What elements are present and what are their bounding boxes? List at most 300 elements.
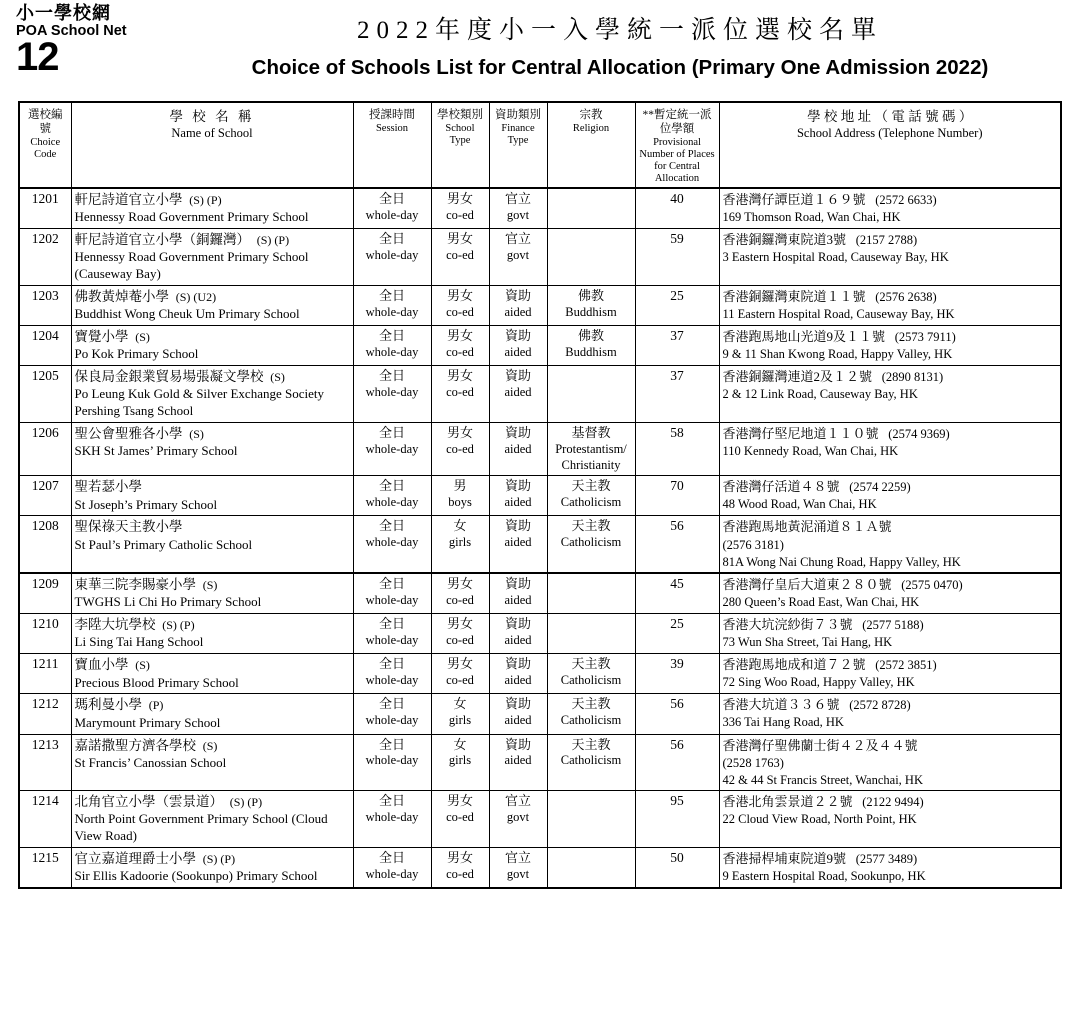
cell-finance-type-en: aided [504, 753, 532, 768]
cell-session [353, 285, 431, 325]
school-name-english: St Paul’s Primary Catholic School [74, 536, 253, 552]
telephone-number: (2576 2638) [875, 289, 937, 304]
cell-finance-type-cn: 資助 [504, 368, 531, 384]
address-english: 73 Wun Sha Street, Tai Hang, HK [722, 635, 893, 650]
address-chinese: 香港掃桿埔東院道9號 [722, 851, 847, 867]
col-header-finance-type-en: Finance Type [501, 122, 535, 146]
address-chinese: 香港跑馬地黃泥涌道８１Ａ號 [722, 519, 892, 535]
col-header-places [635, 102, 719, 188]
cell-choice-code: 1209 [19, 573, 71, 614]
cell-finance-type-cn: 官立 [504, 850, 531, 866]
cell-places: 39 [635, 654, 719, 694]
table-row[interactable] [19, 188, 1061, 229]
cell-school-type [431, 476, 489, 516]
cell-school-name [71, 326, 353, 366]
cell-address [719, 228, 1061, 285]
school-name-suffix: (S) [202, 578, 218, 593]
cell-school-name [71, 791, 353, 848]
cell-school-type [431, 614, 489, 654]
school-name-suffix: (S) [135, 330, 150, 345]
cell-choice-code: 1214 [19, 791, 71, 848]
cell-places: 56 [635, 516, 719, 573]
cell-religion-cn: 天主教 [571, 736, 611, 752]
cell-session [353, 734, 431, 791]
cell-session-cn: 全日 [378, 478, 405, 494]
cell-session [353, 188, 431, 229]
table-row[interactable] [19, 516, 1061, 573]
cell-school-type-en: girls [448, 535, 472, 550]
cell-finance-type-en: aided [504, 344, 532, 359]
cell-school-type-en: co-ed [446, 247, 474, 262]
cell-finance-type-en: aided [504, 592, 532, 607]
col-header-session [353, 102, 431, 188]
cell-school-type [431, 188, 489, 229]
col-header-choice-code [19, 102, 71, 188]
cell-religion [547, 791, 635, 848]
cell-school-type-cn: 男女 [446, 328, 473, 344]
cell-school-type-en: girls [448, 713, 472, 728]
cell-religion-cn: 佛教 [577, 328, 604, 344]
school-name-chinese: 聖保祿天主教小學 [74, 519, 183, 535]
cell-finance-type-en: aided [504, 633, 532, 648]
table-row[interactable] [19, 848, 1061, 889]
school-name-suffix: (S) [202, 738, 218, 753]
cell-places: 59 [635, 228, 719, 285]
cell-finance-type [489, 188, 547, 229]
cell-session [353, 654, 431, 694]
col-header-address-en: School Address (Telephone Number) [796, 125, 983, 140]
cell-school-type-cn: 女 [453, 696, 467, 712]
cell-session [353, 694, 431, 734]
cell-school-type-cn: 男女 [446, 576, 473, 592]
cell-school-type-en: co-ed [446, 633, 474, 648]
school-net-number: 12 [16, 34, 59, 79]
cell-session [353, 573, 431, 614]
cell-address [719, 614, 1061, 654]
table-row[interactable] [19, 694, 1061, 734]
cell-finance-type [489, 423, 547, 476]
col-header-choice-code-cn: 選校編號 [28, 109, 63, 135]
telephone-number: (2574 2259) [849, 480, 911, 495]
school-name-suffix: (S) (P) [189, 192, 222, 207]
cell-session [353, 516, 431, 573]
cell-address [719, 516, 1061, 573]
address-chinese: 香港銅鑼灣東院道3號 [722, 231, 847, 247]
cell-choice-code: 1205 [19, 366, 71, 423]
cell-school-type-cn: 男女 [446, 850, 473, 866]
cell-school-name [71, 476, 353, 516]
address-chinese: 香港灣仔活道４８號 [722, 479, 840, 495]
school-name-english: Marymount Primary School [74, 714, 221, 730]
cell-choice-code: 1215 [19, 848, 71, 889]
cell-finance-type-en: aided [504, 673, 532, 688]
cell-religion [547, 614, 635, 654]
cell-places: 25 [635, 614, 719, 654]
col-header-choice-code-en: Choice Code [30, 136, 61, 160]
cell-session-cn: 全日 [378, 656, 405, 672]
school-name-chinese: 聖公會聖雅各小學 [74, 426, 183, 442]
cell-school-type [431, 734, 489, 791]
cell-session-cn: 全日 [378, 287, 405, 303]
col-header-school-type [431, 102, 489, 188]
cell-session-en: whole-day [365, 495, 419, 510]
school-name-chinese: 嘉諾撒聖方濟各學校 [74, 737, 196, 753]
cell-session-en: whole-day [365, 810, 419, 825]
cell-religion-en: Catholicism [560, 713, 622, 728]
cell-religion [547, 848, 635, 889]
cell-religion-en: Catholicism [560, 535, 622, 550]
cell-session [353, 848, 431, 889]
cell-school-type-en: co-ed [446, 673, 474, 688]
address-english: 3 Eastern Hospital Road, Causeway Bay, HK [722, 249, 949, 264]
cell-places: 45 [635, 573, 719, 614]
table-row[interactable] [19, 573, 1061, 614]
cell-school-type [431, 516, 489, 573]
cell-finance-type-en: aided [504, 495, 532, 510]
address-chinese: 香港跑馬地山光道9及１１號 [722, 329, 886, 345]
cell-religion [547, 516, 635, 573]
col-header-school-type-cn: 學校類別 [437, 109, 483, 121]
cell-finance-type [489, 366, 547, 423]
cell-address [719, 654, 1061, 694]
cell-session-en: whole-day [365, 867, 419, 882]
table-row[interactable] [19, 614, 1061, 654]
cell-school-type-cn: 男女 [446, 616, 473, 632]
cell-session-en: whole-day [365, 247, 419, 262]
school-name-english: SKH St James’ Primary School [74, 443, 238, 459]
address-english: 169 Thomson Road, Wan Chai, HK [722, 209, 901, 224]
cell-finance-type-cn: 資助 [504, 328, 531, 344]
address-chinese: 香港大坑浣紗街７３號 [722, 617, 853, 633]
cell-finance-type-cn: 資助 [504, 518, 531, 534]
cell-school-type-en: co-ed [446, 810, 474, 825]
cell-choice-code: 1206 [19, 423, 71, 476]
cell-finance-type-en: govt [506, 207, 530, 222]
address-english: 42 & 44 St Francis Street, Wanchai, HK [722, 772, 923, 787]
col-header-finance-type-cn: 資助類別 [495, 109, 541, 121]
table-row[interactable] [19, 366, 1061, 423]
cell-session-cn: 全日 [378, 736, 405, 752]
address-chinese: 香港灣仔皇后大道東２８０號 [722, 577, 892, 593]
cell-school-name [71, 516, 353, 573]
school-name-suffix: (S) (P) [202, 852, 236, 867]
cell-religion [547, 366, 635, 423]
cell-choice-code: 1213 [19, 734, 71, 791]
address-chinese: 香港灣仔堅尼地道１１０號 [722, 426, 879, 442]
cell-school-name [71, 423, 353, 476]
telephone-number: (2572 8728) [849, 698, 911, 713]
address-english: 81A Wong Nai Chung Road, Happy Valley, HK [722, 554, 961, 569]
telephone-number: (2576 3181) [722, 537, 784, 552]
cell-places: 56 [635, 734, 719, 791]
table-row[interactable] [19, 285, 1061, 325]
school-name-suffix: (P) [148, 698, 164, 713]
address-english: 48 Wood Road, Wan Chai, HK [722, 497, 877, 512]
cell-session-cn: 全日 [378, 616, 405, 632]
cell-religion-en: Protestantism/ Christianity [555, 442, 627, 472]
cell-session-en: whole-day [365, 713, 419, 728]
cell-session-en: whole-day [365, 673, 419, 688]
address-chinese: 香港銅鑼灣連道2及１２號 [722, 369, 873, 385]
cell-school-type-en: co-ed [446, 867, 474, 882]
cell-finance-type-cn: 官立 [504, 230, 531, 246]
cell-religion [547, 423, 635, 476]
col-header-religion [547, 102, 635, 188]
cell-choice-code: 1202 [19, 228, 71, 285]
cell-school-type-cn: 男女 [446, 368, 473, 384]
cell-finance-type [489, 228, 547, 285]
cell-finance-type [489, 285, 547, 325]
cell-session-en: whole-day [365, 535, 419, 550]
cell-places: 58 [635, 423, 719, 476]
telephone-number: (2577 5188) [862, 618, 924, 633]
cell-finance-type-cn: 資助 [504, 736, 531, 752]
cell-places: 25 [635, 285, 719, 325]
table-row[interactable] [19, 654, 1061, 694]
col-header-address [719, 102, 1061, 188]
cell-school-type-cn: 男女 [446, 793, 473, 809]
cell-school-type-cn: 男女 [446, 656, 473, 672]
cell-school-type-en: co-ed [446, 592, 474, 607]
cell-places: 50 [635, 848, 719, 889]
cell-finance-type-cn: 資助 [504, 287, 531, 303]
school-name-english: Sir Ellis Kadoorie (Sookunpo) Primary School [74, 868, 318, 884]
cell-school-name [71, 694, 353, 734]
cell-religion-cn: 基督教 [571, 425, 611, 441]
col-header-session-en: Session [375, 122, 409, 134]
cell-places: 37 [635, 326, 719, 366]
cell-places: 70 [635, 476, 719, 516]
cell-school-type [431, 654, 489, 694]
cell-school-type-en: co-ed [446, 344, 474, 359]
telephone-number: (2574 9369) [888, 427, 950, 442]
school-name-chinese: 北角官立小學（雲景道） [74, 794, 223, 810]
cell-session-cn: 全日 [378, 696, 405, 712]
cell-choice-code: 1210 [19, 614, 71, 654]
cell-finance-type-en: aided [504, 535, 532, 550]
cell-session-cn: 全日 [378, 190, 405, 206]
school-name-chinese: 保良局金銀業貿易場張凝文學校 [74, 369, 264, 385]
school-name-english: Li Sing Tai Hang School [74, 634, 204, 650]
cell-choice-code: 1207 [19, 476, 71, 516]
cell-session-en: whole-day [365, 207, 419, 222]
school-name-english: Hennessy Road Government Primary School [74, 209, 309, 225]
cell-school-type-cn: 男女 [446, 230, 473, 246]
cell-school-type-cn: 男 [453, 478, 467, 494]
telephone-number: (2157 2788) [855, 232, 918, 247]
telephone-number: (2528 1763) [722, 756, 784, 771]
cell-finance-type-cn: 資助 [504, 656, 531, 672]
telephone-number: (2575 0470) [901, 578, 963, 593]
cell-session-cn: 全日 [378, 425, 405, 441]
cell-religion [547, 654, 635, 694]
col-header-name [71, 102, 353, 188]
school-name-chinese: 寶覺小學 [74, 329, 129, 345]
school-name-chinese: 李陞大坑學校 [74, 617, 156, 633]
address-english: 72 Sing Woo Road, Happy Valley, HK [722, 675, 915, 690]
cell-school-type-cn: 男女 [446, 425, 473, 441]
address-english: 2 & 12 Link Road, Causeway Bay, HK [722, 387, 918, 402]
cell-religion [547, 188, 635, 229]
cell-choice-code: 1204 [19, 326, 71, 366]
telephone-number: (2572 3851) [875, 658, 937, 673]
cell-address [719, 366, 1061, 423]
cell-session-cn: 全日 [378, 518, 405, 534]
cell-religion [547, 694, 635, 734]
schools-table [18, 101, 1062, 889]
school-name-english: St Francis’ Canossian School [74, 754, 227, 770]
cell-choice-code: 1203 [19, 285, 71, 325]
table-row[interactable] [19, 423, 1061, 476]
cell-school-type-cn: 女 [453, 518, 467, 534]
cell-finance-type-en: aided [504, 442, 532, 457]
cell-school-name [71, 573, 353, 614]
cell-session-en: whole-day [365, 592, 419, 607]
cell-school-type [431, 573, 489, 614]
cell-session-cn: 全日 [378, 328, 405, 344]
table-row[interactable] [19, 476, 1061, 516]
telephone-number: (2572 6633) [875, 192, 937, 207]
cell-school-type-cn: 男女 [446, 287, 473, 303]
cell-places: 95 [635, 791, 719, 848]
school-name-chinese: 官立嘉道理爵士小學 [74, 851, 196, 867]
cell-school-name [71, 734, 353, 791]
cell-session-en: whole-day [365, 344, 419, 359]
address-english: 110 Kennedy Road, Wan Chai, HK [722, 444, 899, 459]
cell-school-name [71, 848, 353, 889]
cell-session-cn: 全日 [378, 850, 405, 866]
cell-religion-en: Catholicism [560, 673, 622, 688]
cell-places: 37 [635, 366, 719, 423]
cell-school-type-cn: 女 [453, 736, 467, 752]
cell-finance-type-en: aided [504, 713, 532, 728]
table-header-row [19, 102, 1061, 188]
cell-finance-type [489, 516, 547, 573]
cell-school-type [431, 326, 489, 366]
cell-session-cn: 全日 [378, 368, 405, 384]
cell-session-cn: 全日 [378, 793, 405, 809]
cell-finance-type-en: govt [506, 810, 530, 825]
cell-religion-en: Catholicism [560, 495, 622, 510]
table-row[interactable] [19, 326, 1061, 366]
cell-religion-en: Buddhism [565, 344, 617, 359]
cell-address [719, 188, 1061, 229]
cell-session-en: whole-day [365, 753, 419, 768]
cell-religion-en: Buddhism [565, 304, 617, 319]
cell-session-en: whole-day [365, 633, 419, 648]
page-title [170, 10, 1070, 80]
cell-school-type-en: boys [448, 495, 472, 510]
cell-choice-code: 1208 [19, 516, 71, 573]
cell-session [353, 326, 431, 366]
cell-finance-type-en: govt [506, 867, 530, 882]
col-header-name-en: Name of School [171, 125, 253, 140]
col-header-religion-cn: 宗教 [579, 109, 603, 121]
cell-religion-en: Catholicism [560, 753, 622, 768]
address-chinese: 香港大坑道３３６號 [722, 697, 840, 713]
school-name-english: Buddhist Wong Cheuk Um Primary School [74, 306, 300, 322]
cell-finance-type-cn: 資助 [504, 478, 531, 494]
school-name-english: North Point Government Primary School (Cloud View Road) [74, 811, 328, 844]
school-name-chinese: 寶血小學 [74, 657, 129, 673]
cell-address [719, 573, 1061, 614]
cell-religion-cn: 天主教 [571, 696, 611, 712]
school-name-chinese: 東華三院李賜豪小學 [74, 577, 196, 593]
telephone-number: (2577 3489) [855, 852, 918, 867]
table-body [19, 188, 1061, 888]
table-row[interactable] [19, 228, 1061, 285]
cell-session-cn: 全日 [378, 230, 405, 246]
col-header-session-cn: 授課時間 [369, 109, 415, 121]
cell-session [353, 476, 431, 516]
cell-finance-type-en: aided [504, 385, 532, 400]
cell-session [353, 423, 431, 476]
col-header-places-en: Provisional Number of Places for Central Allocation [639, 136, 715, 184]
cell-address [719, 476, 1061, 516]
school-name-english: Hennessy Road Government Primary School (Causeway Bay) [74, 249, 309, 282]
cell-school-type [431, 791, 489, 848]
school-name-chinese: 軒尼詩道官立小學（銅鑼灣） [74, 231, 250, 247]
address-english: 280 Queen’s Road East, Wan Chai, HK [722, 594, 920, 609]
cell-address [719, 285, 1061, 325]
table-row[interactable] [19, 734, 1061, 791]
cell-school-type [431, 228, 489, 285]
cell-school-name [71, 228, 353, 285]
address-english: 9 & 11 Shan Kwong Road, Happy Valley, HK [722, 346, 953, 361]
cell-finance-type-cn: 資助 [504, 425, 531, 441]
telephone-number: (2573 7911) [894, 330, 956, 345]
cell-address [719, 694, 1061, 734]
cell-session-en: whole-day [365, 385, 419, 400]
cell-finance-type-cn: 官立 [504, 793, 531, 809]
cell-session-cn: 全日 [378, 576, 405, 592]
cell-religion [547, 285, 635, 325]
school-name-chinese: 瑪利曼小學 [74, 697, 142, 713]
cell-religion [547, 326, 635, 366]
cell-school-type [431, 423, 489, 476]
telephone-number: (2122 9494) [862, 795, 924, 810]
cell-address [719, 326, 1061, 366]
cell-religion [547, 734, 635, 791]
cell-finance-type [489, 848, 547, 889]
cell-session-en: whole-day [365, 442, 419, 457]
cell-religion-cn: 天主教 [571, 518, 611, 534]
cell-school-name [71, 188, 353, 229]
cell-school-name [71, 654, 353, 694]
cell-school-type [431, 366, 489, 423]
cell-finance-type-cn: 資助 [504, 576, 531, 592]
table-row[interactable] [19, 791, 1061, 848]
cell-school-type [431, 694, 489, 734]
address-english: 22 Cloud View Road, North Point, HK [722, 812, 917, 827]
cell-school-type-en: co-ed [446, 442, 474, 457]
cell-session [353, 614, 431, 654]
logo-label-english: POA School Net [16, 23, 127, 39]
address-chinese: 香港灣仔譚臣道１６９號 [722, 191, 866, 207]
address-chinese: 香港跑馬地成和道７２號 [722, 657, 866, 673]
school-name-chinese: 佛教黃焯菴小學 [74, 288, 169, 304]
cell-session [353, 791, 431, 848]
cell-school-type-cn: 男女 [446, 190, 473, 206]
school-name-english: Po Kok Primary School [74, 346, 199, 362]
cell-finance-type [489, 791, 547, 848]
address-chinese: 香港灣仔聖佛蘭士街４２及４４號 [722, 737, 918, 753]
cell-session-en: whole-day [365, 304, 419, 319]
school-name-suffix: (S) (P) [162, 618, 195, 633]
cell-choice-code: 1211 [19, 654, 71, 694]
cell-finance-type [489, 614, 547, 654]
cell-school-type-en: co-ed [446, 385, 474, 400]
